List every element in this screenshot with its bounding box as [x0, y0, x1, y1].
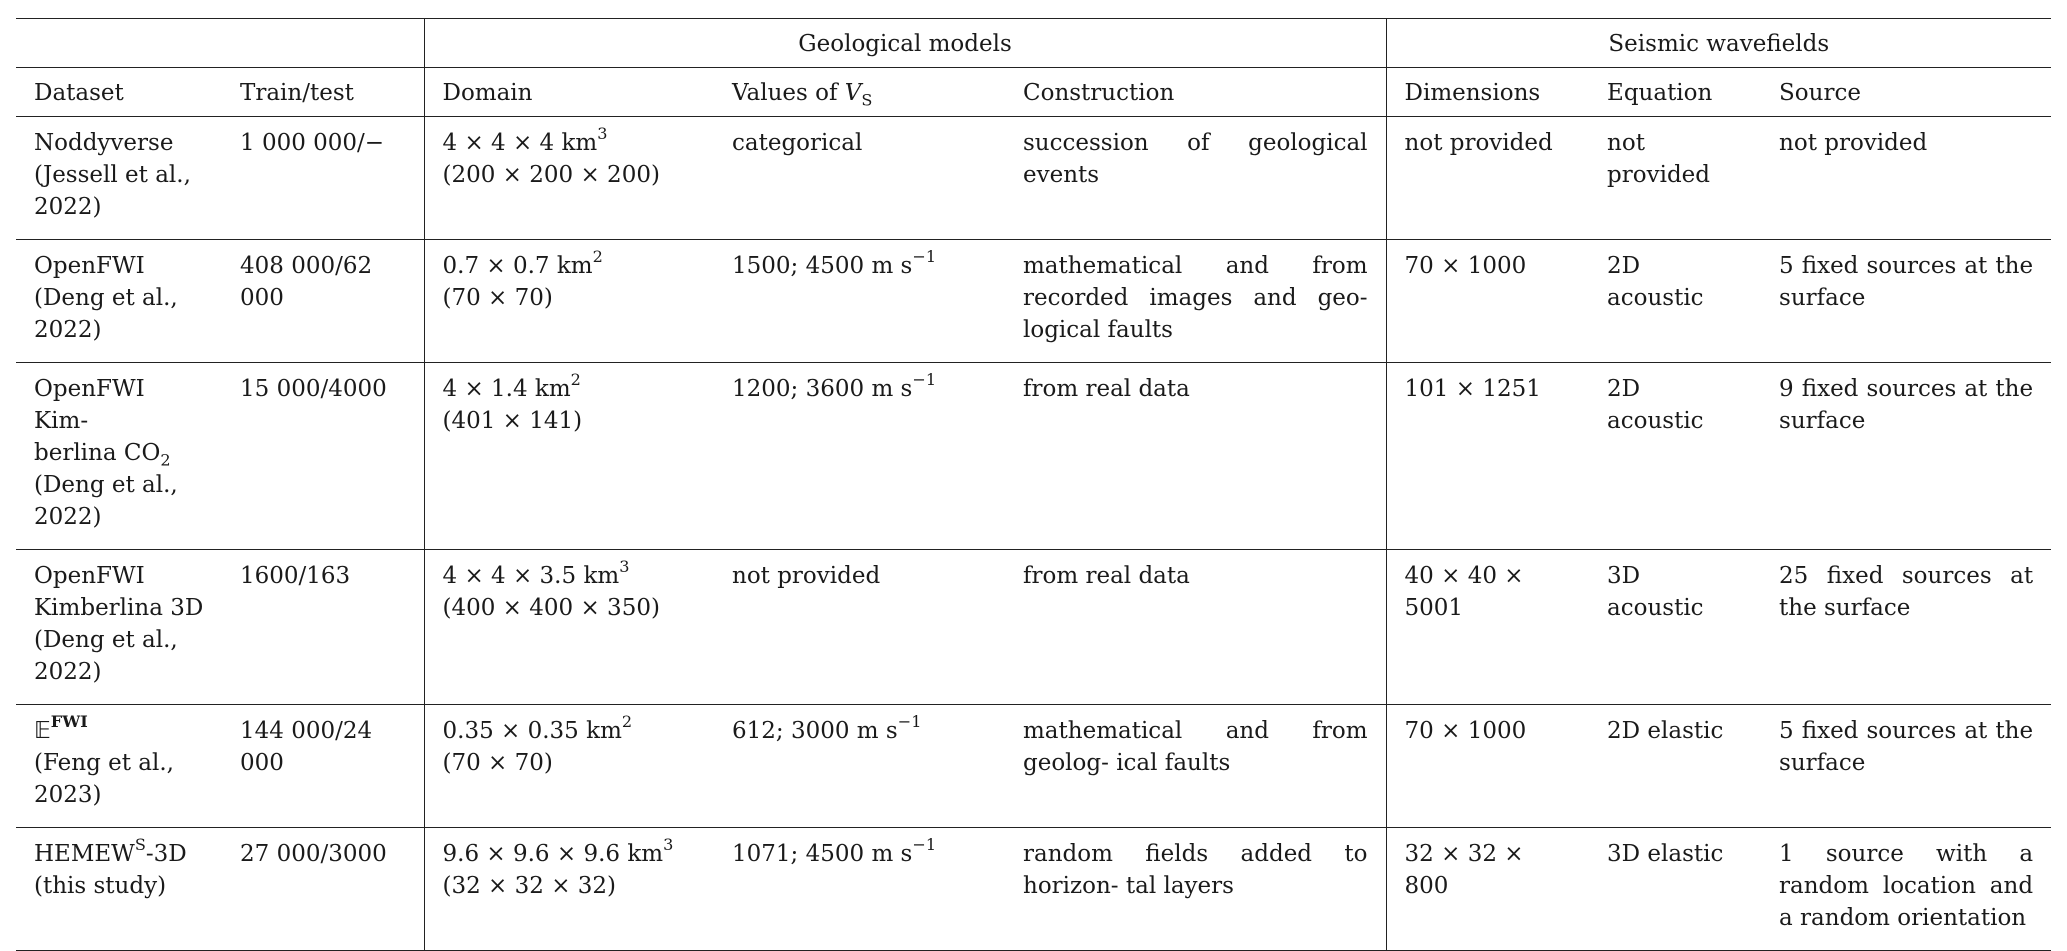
dataset-line: (this study): [34, 873, 167, 899]
cell-values: [714, 705, 1005, 828]
values-exp: −1: [912, 834, 937, 854]
cell-values: [714, 363, 1005, 550]
cell-construction: succession of geological events: [1023, 130, 1368, 188]
header-dimensions: Dimensions: [1386, 68, 1589, 117]
cell-train-test: 1600/163: [240, 563, 351, 589]
dataset-superscript: FWI: [50, 711, 88, 731]
group-header-row: [16, 19, 2051, 68]
cell-train-test: 27 000/3000: [240, 841, 387, 867]
cell-dimensions: 70 × 1000: [1386, 705, 1589, 828]
domain-base: 4 × 4 × 4 km: [442, 130, 598, 156]
cell-values: [714, 240, 1005, 363]
domain-grid: (400 × 400 × 350): [442, 595, 660, 621]
domain-exp: 2: [592, 246, 603, 266]
dataset-line: 2022): [34, 194, 102, 220]
cell-values: [714, 828, 1005, 951]
cell-construction: mathematical and from geolog- ical faults: [1023, 718, 1368, 776]
cell-dataset: [16, 828, 222, 951]
cell-dimensions: 101 × 1251: [1386, 363, 1589, 550]
cell-dimensions: 70 × 1000: [1386, 240, 1589, 363]
header-construction: Construction: [1005, 68, 1386, 117]
cell-dataset: [16, 117, 222, 240]
dataset-line: (Jessell et al.,: [34, 162, 191, 188]
cell-domain: [424, 363, 714, 550]
cell-construction: from real data: [1023, 563, 1190, 589]
cell-domain: [424, 240, 714, 363]
group-empty: [16, 19, 424, 68]
datasets-comparison-table: [16, 18, 2051, 951]
values-exp: −1: [897, 711, 922, 731]
table-row: [16, 828, 2051, 951]
header-values-var: V: [844, 80, 862, 106]
cell-dimensions: 40 × 40 × 5001: [1386, 550, 1589, 705]
header-equation: Equation: [1589, 68, 1761, 117]
cell-equation: not provided: [1607, 130, 1711, 188]
cell-source: 5 fixed sources at the surface: [1779, 253, 2034, 311]
dataset-co-text: berlina CO: [34, 440, 161, 466]
domain-size: [442, 711, 697, 747]
header-domain: Domain: [424, 68, 714, 117]
dataset-line: 2023): [34, 782, 102, 808]
header-values-sub: S: [861, 90, 873, 110]
dataset-name: HEMEW: [34, 841, 135, 867]
table-row: [16, 705, 2051, 828]
table-row: [16, 550, 2051, 705]
domain-grid: (70 × 70): [442, 750, 553, 776]
values-text: not provided: [732, 563, 881, 589]
cell-equation: 3D elastic: [1607, 841, 1724, 867]
cell-source: 5 fixed sources at the surface: [1779, 718, 2034, 776]
domain-base: 0.7 × 0.7 km: [442, 253, 593, 279]
values-text: 1071; 4500 m s: [732, 841, 913, 867]
cell-dataset: [16, 705, 222, 828]
cell-equation: 2D elastic: [1607, 718, 1724, 744]
cell-dataset: [16, 550, 222, 705]
cell-construction: random fields added to horizon- tal layers: [1023, 841, 1368, 899]
dataset-symbol: 𝔼: [34, 718, 51, 744]
cell-dimensions: not provided: [1386, 117, 1589, 240]
domain-exp: 3: [663, 834, 674, 854]
cell-values: [714, 550, 1005, 705]
domain-grid: (32 × 32 × 32): [442, 873, 617, 899]
domain-grid: (200 × 200 × 200): [442, 162, 660, 188]
domain-size: [442, 556, 697, 592]
values-exp: −1: [912, 246, 937, 266]
dataset-line: (Deng et al.,: [34, 285, 178, 311]
header-train-test: Train/test: [222, 68, 424, 117]
domain-size: [442, 246, 697, 282]
column-header-row: [16, 68, 2051, 117]
domain-size: [442, 369, 697, 405]
header-dataset: Dataset: [16, 68, 222, 117]
cell-domain: [424, 117, 714, 240]
cell-equation: 2D acoustic: [1607, 376, 1704, 434]
domain-exp: 2: [621, 711, 633, 731]
header-values: [714, 68, 1005, 117]
cell-equation: 3D acoustic: [1607, 563, 1704, 621]
cell-dataset: [16, 363, 222, 550]
dataset-line: (Deng et al.,: [34, 472, 178, 498]
group-geological-models: Geological models: [424, 19, 1386, 68]
domain-grid: (70 × 70): [442, 285, 553, 311]
values-text: 612; 3000 m s: [732, 718, 898, 744]
header-source: Source: [1761, 68, 2051, 117]
dataset-line: OpenFWI: [34, 563, 145, 589]
dataset-line: Kimberlina 3D: [34, 595, 204, 621]
table-row: [16, 117, 2051, 240]
dataset-line: (Deng et al.,: [34, 627, 178, 653]
dataset-line: OpenFWI Kim-: [34, 376, 145, 434]
dataset-line: 2022): [34, 317, 102, 343]
domain-exp: 3: [597, 123, 608, 143]
dataset-line: Noddyverse: [34, 130, 174, 156]
cell-dimensions: 32 × 32 × 800: [1386, 828, 1589, 951]
cell-source: 9 fixed sources at the surface: [1779, 376, 2034, 434]
dataset-line: [34, 711, 204, 747]
cell-train-test: 15 000/4000: [240, 376, 387, 402]
dataset-suffix: -3D: [145, 841, 187, 867]
cell-train-test: 1 000 000/−: [240, 130, 385, 156]
cell-source: not provided: [1779, 130, 1928, 156]
values-exp: −1: [912, 369, 937, 389]
dataset-line: 2022): [34, 504, 102, 530]
cell-domain: [424, 828, 714, 951]
values-text: categorical: [732, 130, 863, 156]
domain-size: [442, 123, 697, 159]
table-row: [16, 363, 2051, 550]
domain-base: 9.6 × 9.6 × 9.6 km: [442, 841, 664, 867]
domain-exp: 3: [619, 556, 630, 576]
cell-equation: 2D acoustic: [1607, 253, 1704, 311]
dataset-line: (Feng et al.,: [34, 750, 174, 776]
domain-base: 4 × 1.4 km: [442, 376, 571, 402]
cell-construction: from real data: [1023, 376, 1190, 402]
header-values-prefix: Values of: [732, 80, 845, 106]
dataset-line: 2022): [34, 659, 102, 685]
domain-grid: (401 × 141): [442, 408, 583, 434]
cell-source: 25 fixed sources at the surface: [1779, 563, 2034, 621]
cell-train-test: 408 000/62 000: [240, 253, 373, 311]
dataset-line: OpenFWI: [34, 253, 145, 279]
cell-dataset: [16, 240, 222, 363]
domain-base: 0.35 × 0.35 km: [442, 718, 622, 744]
cell-source: 1 source with a random location and a random orientation: [1779, 841, 2034, 931]
values-text: 1200; 3600 m s: [732, 376, 913, 402]
dataset-line: [34, 834, 204, 870]
dataset-line: [34, 437, 204, 469]
table-row: [16, 240, 2051, 363]
cell-construction: mathematical and from recorded images and geo- logical faults: [1023, 253, 1368, 343]
cell-domain: [424, 550, 714, 705]
group-seismic-wavefields: Seismic wavefields: [1386, 19, 2051, 68]
dataset-superscript: S: [134, 834, 146, 854]
dataset-subscript: 2: [160, 450, 171, 470]
domain-base: 4 × 4 × 3.5 km: [442, 563, 620, 589]
domain-size: [442, 834, 697, 870]
values-text: 1500; 4500 m s: [732, 253, 913, 279]
domain-exp: 2: [570, 369, 581, 389]
cell-train-test: 144 000/24 000: [240, 718, 373, 776]
cell-domain: [424, 705, 714, 828]
cell-values: [714, 117, 1005, 240]
